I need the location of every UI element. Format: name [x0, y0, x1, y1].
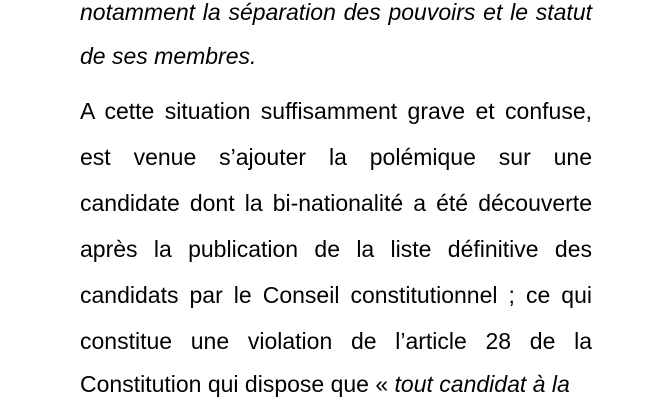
paragraph-2-line-4: après la publication de la liste définitive des [80, 236, 592, 262]
paragraph-2-line-7 [80, 370, 592, 398]
paragraph-2-line-7-regular: Constitution qui dispose que « [80, 371, 395, 397]
paragraph-1-line-1: notamment la séparation des pouvoirs et le statut [80, 0, 592, 25]
paragraph-2-line-2: est venue s’ajouter la polémique sur une [80, 144, 592, 170]
paragraph-2-line-1: A cette situation suffisamment grave et confuse, [80, 98, 592, 124]
paragraph-2-line-5: candidats par le Conseil constitutionnel ; ce qui [80, 282, 592, 308]
paragraph-1-line-2: de ses membres. [80, 43, 257, 69]
paragraph-2-line-7-italic: tout candidat à la [394, 371, 570, 397]
paragraph-2-line-6: constitue une violation de l’article 28 de la [80, 328, 592, 354]
paragraph-2-line-3: candidate dont la bi-nationalité a été découverte [80, 190, 592, 216]
